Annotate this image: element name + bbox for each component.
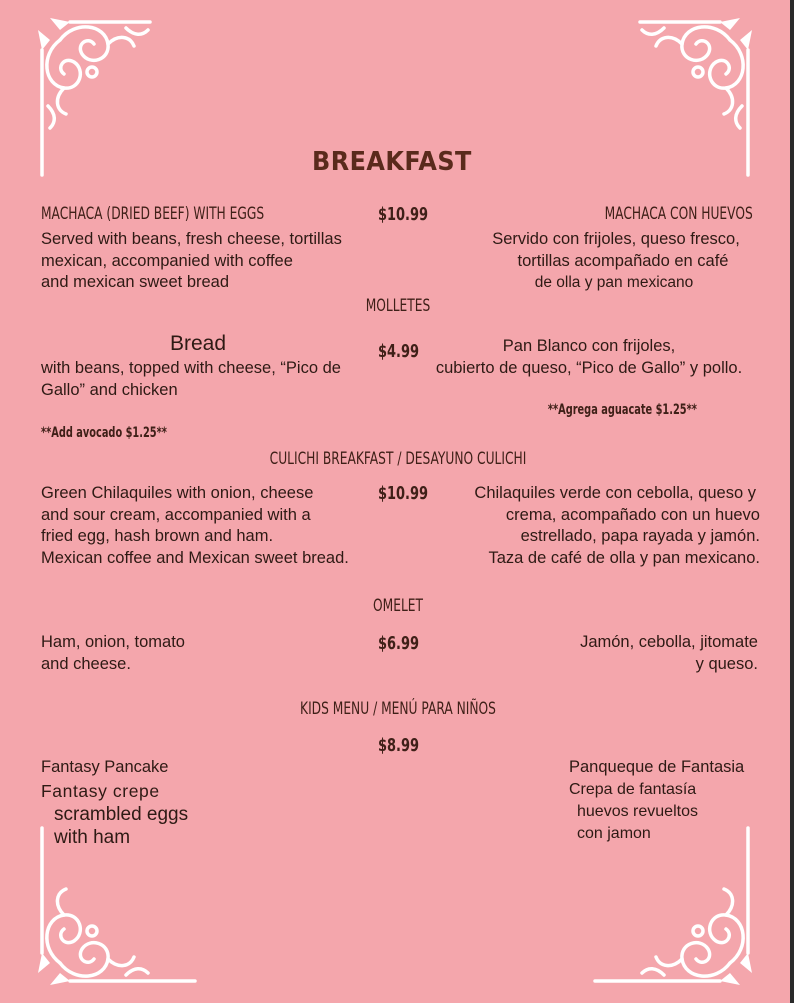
window-edge [790,0,794,1003]
culichi-desc-es [440,483,760,569]
desc-line: huevos revueltos [577,802,698,820]
desc-line: cubierto de queso, “Pico de Gallo” y pollo. [435,358,743,377]
kids-price: $8.99 [378,735,419,756]
desc-line: y queso. [695,654,758,673]
desc-line: Mexican coffee and Mexican sweet bread. [41,548,349,567]
corner-ornament-bottom-right [590,823,760,993]
desc-line: and sour cream, accompanied with a [41,505,311,524]
molletes-desc-es [414,336,764,379]
omelet-heading: OMELET [373,596,423,616]
culichi-price: $10.99 [378,483,429,504]
desc-line: Ham, onion, tomato [41,633,185,651]
machaca-name-en: MACHACA (DRIED BEEF) WITH EGGS [41,204,265,224]
desc-line: Panqueque de Fantasia [569,758,745,776]
kids-desc-es [569,757,744,845]
molletes-price: $4.99 [378,341,419,362]
kids-heading: KIDS MENU / MENÚ PARA NIÑOS [300,699,496,719]
desc-line: Fantasy Pancake [41,758,169,776]
desc-line: Jamón, cebolla, jitomate [580,633,758,651]
desc-line: estrellado, papa rayada y jamón. [520,527,760,545]
desc-line: con jamon [577,824,651,842]
desc-line: and cheese. [41,654,131,673]
molletes-desc-en [41,358,341,401]
desc-line: with ham [54,826,131,848]
desc-line: Chilaquiles verde con cebolla, queso y [474,484,756,502]
corner-ornament-bottom-left [30,823,200,993]
desc-line: Servido con frijoles, queso fresco, [492,230,740,248]
desc-line: scrambled eggs [54,803,189,825]
corner-ornament-top-right [630,10,760,180]
desc-line: Taza de café de olla y pan mexicano. [488,548,760,567]
desc-line: crema, acompañado con un huevo [505,505,760,524]
page-title: BREAKFAST [312,147,472,177]
omelet-desc-en [41,632,185,675]
desc-line: Served with beans, fresh cheese, tortillas [41,230,342,248]
kids-desc-en [41,757,188,849]
machaca-price: $10.99 [378,204,429,225]
omelet-desc-es [520,632,758,675]
machaca-desc-es [470,229,762,294]
desc-line: Gallo” and chicken [41,380,178,399]
desc-line: Pan Blanco con frijoles, [502,337,676,355]
machaca-name-es: MACHACA CON HUEVOS [604,204,753,224]
molletes-heading: MOLLETES [365,296,431,316]
desc-line: mexican, accompanied with coffee [41,251,293,270]
molletes-bread: Bread [170,332,227,355]
desc-line: and mexican sweet bread [41,273,230,291]
culichi-desc-en [41,483,349,569]
machaca-desc-en [41,229,342,294]
desc-line: with beans, topped with cheese, “Pico de [41,359,341,377]
desc-line: fried egg, hash brown and ham. [41,527,274,545]
desc-line: Fantasy crepe [41,780,160,801]
molletes-note-es: **Agrega aguacate $1.25** [547,402,697,418]
corner-ornament-top-left [30,10,160,180]
culichi-heading: CULICHI BREAKFAST / DESAYUNO CULICHI [269,449,527,469]
omelet-price: $6.99 [378,633,419,654]
desc-line: Crepa de fantasía [569,780,697,798]
desc-line: Green Chilaquiles with onion, cheese [41,484,314,502]
molletes-note-en: **Add avocado $1.25** [41,425,167,441]
desc-line: de olla y pan mexicano [534,274,694,291]
desc-line: tortillas acompañado en café [517,251,729,270]
